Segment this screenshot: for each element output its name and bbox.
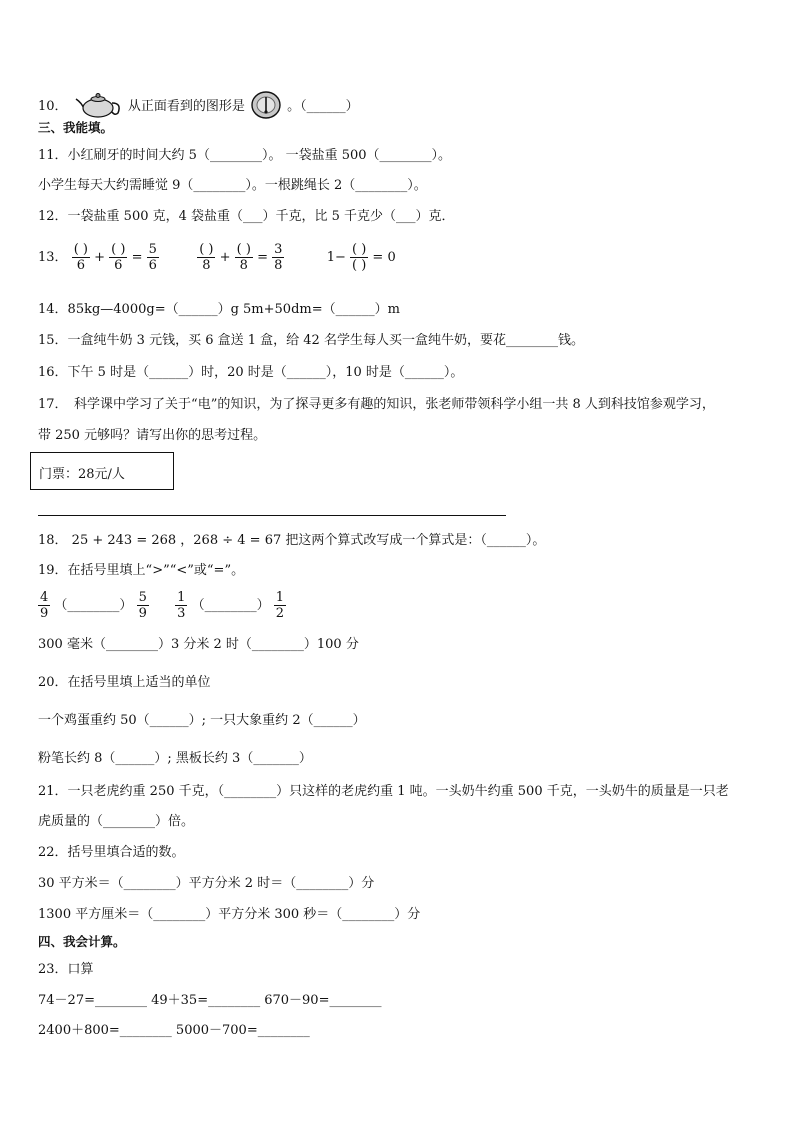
question-21-line1: 21．一只老虎约重 250 千克，（________）只这样的老虎约重 1 吨。一头奶牛约重 500 千克，一头奶牛的质量是一只老 xyxy=(38,784,729,799)
fraction: $\frac{3}{8}$ xyxy=(274,242,283,273)
question-20-title: 20．在括号里填上适当的单位 xyxy=(38,675,211,690)
fraction: $\frac{( )}{8}$ xyxy=(236,242,251,273)
fraction: $\frac{1}{3}$ xyxy=(177,590,186,621)
q10-text: 从正面看到的图形是 xyxy=(127,99,245,114)
question-17-line2: 带 250 元够吗？请写出你的思考过程。 xyxy=(38,428,267,443)
q13-number: 13． xyxy=(38,250,68,265)
ticket-price-box xyxy=(30,452,174,490)
section-4-heading: 四、我会计算。 xyxy=(38,934,126,949)
question-13 xyxy=(38,242,396,273)
question-20-line1: 一个鸡蛋重约 50（______）; 一只大象重约 2（______） xyxy=(38,713,366,728)
question-17-line1: 17． 科学课中学习了关于“电”的知识，为了探寻更多有趣的知识，张老师带领科学小组一共 8 人到科技馆参观学习， xyxy=(38,397,715,412)
question-22-title: 22．括号里填合适的数。 xyxy=(38,845,185,860)
teapot-side-icon xyxy=(72,89,124,124)
fraction: $\frac{( )}{6}$ xyxy=(73,242,88,273)
one-minus: 1− xyxy=(326,250,346,265)
fraction: $\frac{1}{2}$ xyxy=(275,590,284,621)
q10-number: 10． xyxy=(38,99,68,114)
equals-sign: = xyxy=(131,250,143,265)
plus-sign: + xyxy=(219,250,231,265)
fraction: $\frac{( )}{6}$ xyxy=(111,242,126,273)
compare-blank: （________） xyxy=(191,598,270,613)
equals-sign: = xyxy=(257,250,268,265)
teapot-front-icon xyxy=(249,88,283,125)
fraction: $\frac{5}{6}$ xyxy=(148,242,157,273)
plus-sign: + xyxy=(94,250,106,265)
equals-zero: = 0 xyxy=(372,250,396,265)
compare-blank: （________） xyxy=(54,598,133,613)
question-19-title: 19．在括号里填上“>”“<”或“=”。 xyxy=(38,563,245,578)
section-3-heading: 三、我能填。 xyxy=(38,120,114,135)
question-23-line1: 74－27=________ 49＋35=________ 670－90=________ xyxy=(38,993,382,1008)
question-23-title: 23．口算 xyxy=(38,962,94,977)
fraction: $\frac{4}{9}$ xyxy=(40,590,49,621)
question-14: 14．85kg—4000g=（______）g 5m+50dm=（______）m xyxy=(38,302,400,317)
fraction: $\frac{( )}{8}$ xyxy=(199,242,214,273)
question-16: 16．下午 5 时是（______）时，20 时是（______），10 时是（______）。 xyxy=(38,365,464,380)
question-11-line2: 小学生每天大约需睡觉 9（________）。一根跳绳长 2（________）。 xyxy=(38,178,427,193)
fraction: $\frac{( )}{( )}$ xyxy=(352,242,367,273)
fraction: $\frac{5}{9}$ xyxy=(138,590,147,621)
ticket-price-text: 门票：28元/人 xyxy=(39,467,125,482)
question-18: 18． 25 + 243 = 268 ，268 ÷ 4 = 67 把这两个算式改写成一个算式是：（______）。 xyxy=(38,533,546,548)
question-21-line2: 虎质量的（________）倍。 xyxy=(38,814,195,829)
question-12: 12．一袋盐重 500 克，4 袋盐重（___）千克，比 5 千克少（___）克． xyxy=(38,209,455,224)
question-11-line1: 11．小红刷牙的时间大约 5（________）。 一袋盐重 500（________）。 xyxy=(38,148,452,163)
question-23-line2: 2400＋800=________ 5000－700=________ xyxy=(38,1023,310,1038)
question-19-line2: 300 毫米（________）3 分米 2 时（________）100 分 xyxy=(38,637,359,652)
question-22-line2: 1300 平方厘米＝（________）平方分米 300 秒＝（________）分 xyxy=(38,907,421,922)
q10-answer: 。（______） xyxy=(287,99,359,114)
question-15: 15．一盒纯牛奶 3 元钱，买 6 盒送 1 盒，给 42 名学生每人买一盒纯牛奶，要花________钱。 xyxy=(38,333,584,348)
question-19-fractions xyxy=(38,590,286,621)
question-20-line2: 粉笔长约 8（______）; 黑板长约 3（_______） xyxy=(38,751,312,766)
answer-line xyxy=(38,515,506,516)
question-22-line1: 30 平方米＝（________）平方分米 2 时＝（________）分 xyxy=(38,876,375,891)
